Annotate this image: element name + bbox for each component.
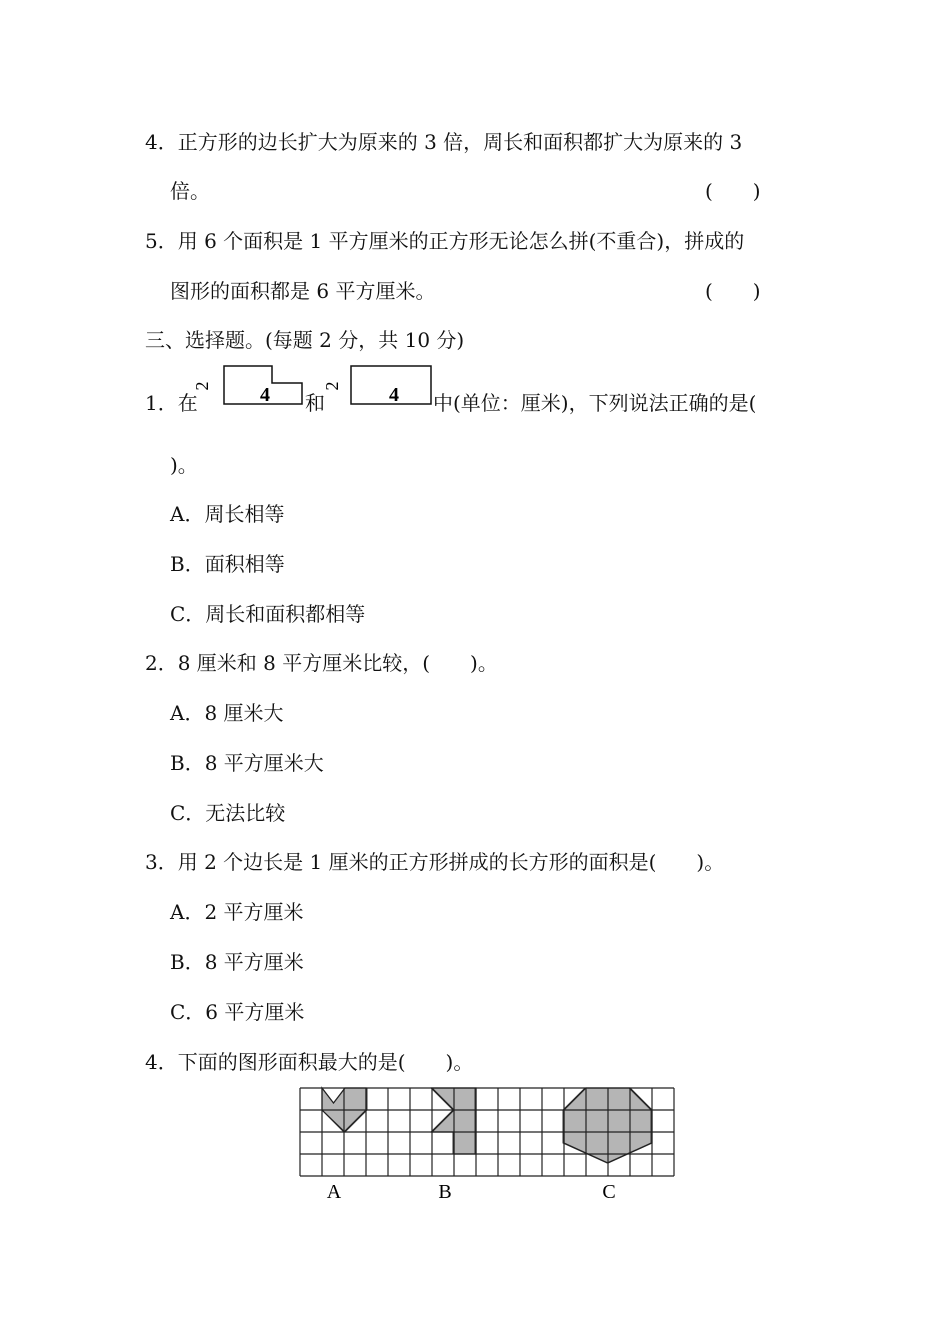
judge-q4-line1: 4．正方形的边长扩大为原来的 3 倍，周长和面积都扩大为原来的 3 xyxy=(145,130,743,154)
choice-q2-stem: 2．8 厘米和 8 平方厘米比较，( )。 xyxy=(145,651,498,675)
figure-rectangle xyxy=(322,362,436,410)
judge-q5-answer[interactable]: ( ) xyxy=(705,279,761,303)
choice-q3-option-a[interactable]: A．2 平方厘米 xyxy=(170,900,304,924)
choice-q1-end: )。 xyxy=(170,453,198,477)
grid-label-a: A xyxy=(326,1181,342,1203)
choice-q2-option-b[interactable]: B．8 平方厘米大 xyxy=(170,751,324,775)
choice-q2-option-a[interactable]: A．8 厘米大 xyxy=(170,701,284,725)
fig1-side-label: 2 xyxy=(192,381,212,391)
fig2-length-label: 4 xyxy=(389,384,399,406)
judge-q4-line2: 倍。 xyxy=(170,179,210,203)
judge-q5-line2: 图形的面积都是 6 平方厘米。 xyxy=(170,279,436,303)
choice-q3-option-c[interactable]: C．6 平方厘米 xyxy=(170,1000,305,1024)
choice-q1-option-b[interactable]: B．面积相等 xyxy=(170,552,285,576)
choice-q4-stem: 4．下面的图形面积最大的是( )。 xyxy=(145,1050,474,1074)
choice-q3-stem: 3．用 2 个边长是 1 厘米的正方形拼成的长方形的面积是( )。 xyxy=(145,850,725,874)
choice-q1-middle: 和 xyxy=(305,391,325,415)
grid-label-b: B xyxy=(438,1181,452,1203)
judge-q5-line1: 5．用 6 个面积是 1 平方厘米的正方形无论怎么拼(不重合)，拼成的 xyxy=(145,229,745,253)
shape-b xyxy=(431,1088,475,1154)
fig1-length-label: 4 xyxy=(260,384,270,406)
choice-q1-option-a[interactable]: A．周长相等 xyxy=(170,502,285,526)
choice-q1-prefix: 1．在 xyxy=(145,391,198,415)
choice-q1-suffix: 中(单位：厘米)，下列说法正确的是( xyxy=(433,391,757,415)
judge-q4-answer[interactable]: ( ) xyxy=(705,179,761,203)
section-heading: 三、选择题。(每题 2 分，共 10 分) xyxy=(145,328,465,352)
choice-q1-option-c[interactable]: C．周长和面积都相等 xyxy=(170,602,366,626)
choice-q2-option-c[interactable]: C．无法比较 xyxy=(170,801,286,825)
choice-q3-option-b[interactable]: B．8 平方厘米 xyxy=(170,950,304,974)
fig2-side-label: 2 xyxy=(322,381,342,391)
area-grid-figure xyxy=(290,1080,690,1210)
shape-c-hex xyxy=(563,1088,651,1163)
figure-stepped-shape xyxy=(192,362,306,410)
grid-label-c: C xyxy=(602,1181,616,1203)
